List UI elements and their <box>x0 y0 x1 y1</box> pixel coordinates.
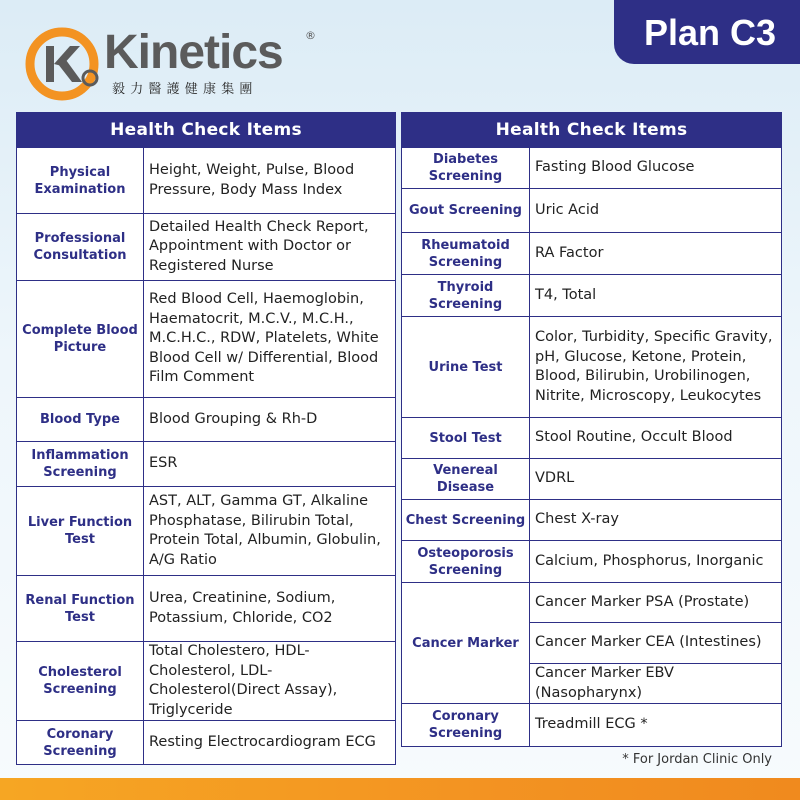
items-cell: Stool Routine, Occult Blood <box>530 418 782 459</box>
items-cell: T4, Total <box>530 275 782 317</box>
category-cell: Osteoporosis Screening <box>402 541 530 583</box>
category-cell: Professional Consultation <box>17 214 144 281</box>
table-row <box>17 281 396 398</box>
table-row <box>402 541 782 583</box>
items-cell: Cancer Marker EBV (Nasopharynx) <box>530 664 782 704</box>
items-cell: Calcium, Phosphorus, Inorganic <box>530 541 782 583</box>
items-cell: RA Factor <box>530 233 782 275</box>
category-cell: Inflammation Screening <box>17 442 144 487</box>
bottom-accent-bar <box>0 778 800 800</box>
category-cell: Physical Examination <box>17 148 144 214</box>
category-cell: Rheumatoid Screening <box>402 233 530 275</box>
category-cell: Coronary Screening <box>402 704 530 747</box>
table-row <box>17 148 396 214</box>
table-row <box>17 721 396 765</box>
left-health-check-table <box>16 112 396 765</box>
table-row <box>17 642 396 721</box>
category-cell: Venereal Disease <box>402 459 530 500</box>
items-cell: VDRL <box>530 459 782 500</box>
table-row <box>402 148 782 189</box>
table-row <box>17 576 396 642</box>
category-cell: Gout Screening <box>402 189 530 233</box>
category-cell: Cancer Marker <box>402 583 530 704</box>
category-cell: Renal Function Test <box>17 576 144 642</box>
category-cell: Chest Screening <box>402 500 530 541</box>
table-row <box>402 189 782 233</box>
table-header-row <box>17 113 396 148</box>
table-row <box>402 317 782 418</box>
items-cell: ESR <box>144 442 396 487</box>
table-header: Health Check Items <box>17 113 396 148</box>
category-cell: Stool Test <box>402 418 530 459</box>
category-cell: Thyroid Screening <box>402 275 530 317</box>
items-cell: AST, ALT, Gamma GT, Alkaline Phosphatase, Bilirubin Total, Protein Total, Albumin, Globulin, A/G Ratio <box>144 487 396 576</box>
table-row <box>402 275 782 317</box>
kinetics-logo <box>24 26 324 102</box>
kinetics-logo-mark-icon <box>24 26 104 102</box>
table-header-row <box>402 113 782 148</box>
category-cell: Blood Type <box>17 398 144 442</box>
table-row <box>17 398 396 442</box>
registered-mark: ® <box>305 29 316 42</box>
items-cell: Uric Acid <box>530 189 782 233</box>
table-row <box>402 583 782 623</box>
right-health-check-table <box>401 112 782 747</box>
items-cell: Detailed Health Check Report, Appointment with Doctor or Registered Nurse <box>144 214 396 281</box>
table-row <box>402 233 782 275</box>
table-row <box>402 418 782 459</box>
category-cell: Complete Blood Picture <box>17 281 144 398</box>
brand-chinese-name: 毅力醫護健康集團 <box>112 82 258 97</box>
items-cell: Chest X-ray <box>530 500 782 541</box>
table-row <box>402 459 782 500</box>
footnote: * For Jordan Clinic Only <box>622 752 772 767</box>
category-cell: Cholesterol Screening <box>17 642 144 721</box>
table-row <box>17 442 396 487</box>
items-cell: Height, Weight, Pulse, Blood Pressure, Body Mass Index <box>144 148 396 214</box>
items-cell: Color, Turbidity, Specific Gravity, pH, Glucose, Ketone, Protein, Blood, Bilirubin, Urobilinogen, Nitrite, Microscopy, Leukocytes <box>530 317 782 418</box>
items-cell: Resting Electrocardiogram ECG <box>144 721 396 765</box>
table-row <box>17 214 396 281</box>
table-row <box>17 487 396 576</box>
items-cell: Fasting Blood Glucose <box>530 148 782 189</box>
category-cell: Diabetes Screening <box>402 148 530 189</box>
category-cell: Coronary Screening <box>17 721 144 765</box>
table-row <box>402 704 782 747</box>
table-header: Health Check Items <box>402 113 782 148</box>
category-cell: Urine Test <box>402 317 530 418</box>
items-cell: Red Blood Cell, Haemoglobin, Haematocrit, M.C.V., M.C.H., M.C.H.C., RDW, Platelets, White Blood Cell w/ Differential, Blood Film Comment <box>144 281 396 398</box>
items-cell: Blood Grouping & Rh-D <box>144 398 396 442</box>
items-cell: Total Cholestero, HDL-Cholesterol, LDL-Cholesterol(Direct Assay), Triglyceride <box>144 642 396 721</box>
category-cell: Liver Function Test <box>17 487 144 576</box>
items-cell: Urea, Creatinine, Sodium, Potassium, Chloride, CO2 <box>144 576 396 642</box>
brand-name: Kinetics <box>104 26 283 79</box>
plan-badge: Plan C3 <box>614 0 800 64</box>
items-cell: Cancer Marker CEA (Intestines) <box>530 623 782 664</box>
items-cell: Cancer Marker PSA (Prostate) <box>530 583 782 623</box>
table-row <box>402 500 782 541</box>
items-cell: Treadmill ECG * <box>530 704 782 747</box>
